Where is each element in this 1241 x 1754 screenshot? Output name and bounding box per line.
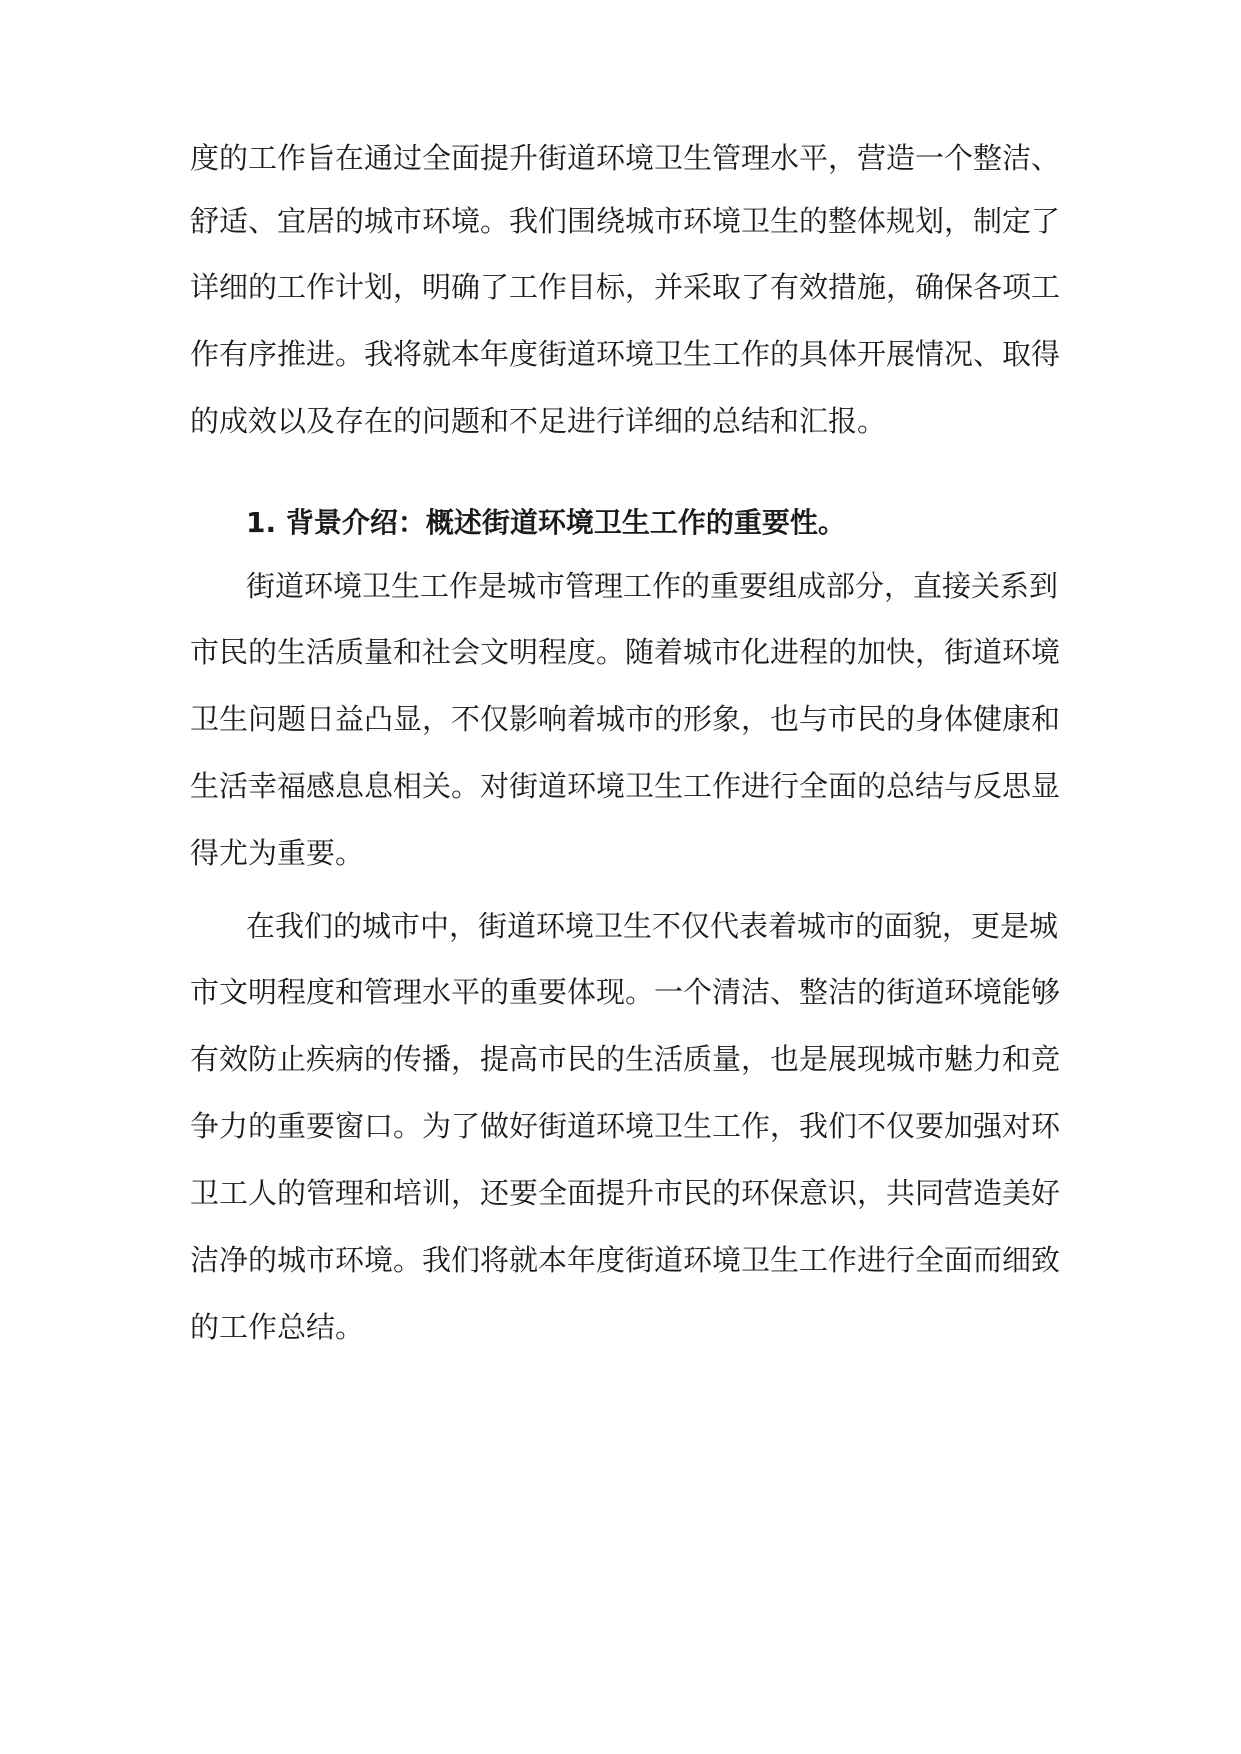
paragraph1-line-3: 卫生问题日益凸显，不仅影响着城市的形象，也与市民的身体健康和 <box>190 702 1061 736</box>
section-heading: 1. 背景介绍：概述街道环境卫生工作的重要性。 <box>246 506 846 539</box>
paragraph2-line-2: 市文明程度和管理水平的重要体现。一个清洁、整洁的街道环境能够 <box>190 975 1061 1009</box>
paragraph2-line-3: 有效防止疾病的传播，提高市民的生活质量，也是展现城市魅力和竞 <box>190 1042 1061 1076</box>
paragraph2-line-5: 卫工人的管理和培训，还要全面提升市民的环保意识，共同营造美好 <box>190 1176 1061 1210</box>
paragraph1-line-4: 生活幸福感息息相关。对街道环境卫生工作进行全面的总结与反思显 <box>190 769 1061 803</box>
paragraph1-line-2: 市民的生活质量和社会文明程度。随着城市化进程的加快，街道环境 <box>190 635 1061 669</box>
intro-line-5: 的成效以及存在的问题和不足进行详细的总结和汇报。 <box>190 404 887 438</box>
intro-line-4: 作有序推进。我将就本年度街道环境卫生工作的具体开展情况、取得 <box>190 337 1061 371</box>
paragraph1-line-1: 街道环境卫生工作是城市管理工作的重要组成部分，直接关系到 <box>246 569 1059 603</box>
intro-line-2: 舒适、宜居的城市环境。我们围绕城市环境卫生的整体规划，制定了 <box>190 204 1061 238</box>
paragraph2-line-1: 在我们的城市中，街道环境卫生不仅代表着城市的面貌，更是城 <box>246 909 1059 943</box>
paragraph2-line-4: 争力的重要窗口。为了做好街道环境卫生工作，我们不仅要加强对环 <box>190 1109 1061 1143</box>
paragraph1-line-5: 得尤为重要。 <box>190 836 365 870</box>
intro-line-1: 度的工作旨在通过全面提升街道环境卫生管理水平，营造一个整洁、 <box>190 141 1061 175</box>
paragraph2-line-7: 的工作总结。 <box>190 1310 365 1344</box>
intro-line-3: 详细的工作计划，明确了工作目标，并采取了有效措施，确保各项工 <box>190 270 1061 304</box>
paragraph2-line-6: 洁净的城市环境。我们将就本年度街道环境卫生工作进行全面而细致 <box>190 1243 1061 1277</box>
